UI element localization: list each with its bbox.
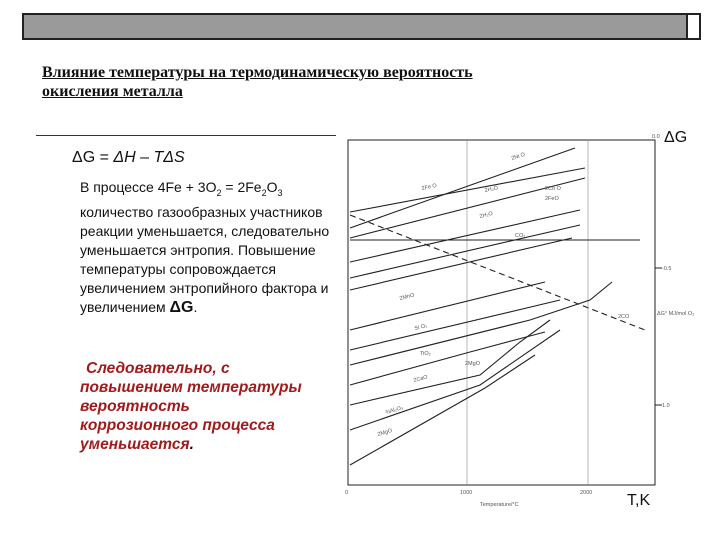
x-tick-label: 2000 (580, 490, 593, 496)
line-label: 2H₂O (479, 210, 494, 220)
line-label: 2H₂O (484, 185, 499, 194)
line-label: 2CaO (412, 374, 429, 384)
x-tick-label: 0 (345, 490, 349, 496)
line-mgo (350, 320, 550, 405)
line-nio (350, 148, 575, 228)
right-tick-label: -0.5 (662, 266, 672, 272)
line-label: TiO₂ (420, 351, 431, 357)
right-axis-caption: ΔG° MJ/mol O₂ (657, 311, 695, 317)
line-label: 2Ni O (510, 151, 526, 162)
line-mgo-lower (350, 355, 535, 465)
line-label: 2MgO (376, 428, 393, 438)
formula-delta-g: ΔG (72, 149, 96, 166)
conclusion-line: Следовательно, с (86, 360, 230, 377)
conclusion-line: вероятность (80, 398, 190, 415)
plot-frame (348, 140, 655, 485)
paragraph-text: O (266, 179, 278, 195)
line-feo (350, 225, 580, 278)
paragraph-text: В процессе 4Fe + 3O (80, 179, 217, 195)
top-small-label: 0.0 (652, 134, 660, 140)
line-mno (350, 282, 545, 330)
subscript: 2 (261, 187, 267, 198)
subscript: 2 (216, 187, 222, 198)
formula-delta-h: ΔH (113, 149, 136, 166)
line-label: Si O₂ (414, 323, 428, 332)
paragraph-text: . (193, 298, 198, 315)
line-label: 2FeO (545, 196, 559, 202)
x-axis-caption: Temperature/°C (480, 502, 519, 508)
subscript: 3 (277, 187, 283, 198)
temperature-axis-label: T,K (627, 492, 651, 509)
line-label: 2Co O (545, 186, 561, 192)
formula-t-delta-s: TΔS (153, 149, 185, 166)
line-cao (350, 332, 545, 385)
line-label: 2CO (618, 314, 630, 320)
line-2co (350, 215, 645, 330)
line-al2o3 (350, 330, 560, 430)
formula-equals: = (95, 149, 114, 166)
formula-minus: – (135, 149, 154, 166)
line-label: ⅔Al₂O₃ (384, 405, 404, 416)
line-coo (350, 210, 580, 262)
delta-g-symbol: ΔG (169, 298, 194, 316)
paragraph-text: количество газообразных участников реакции уменьшается, следовательно уменьшается энтропия. Повышение температуры сопровождается увеличением энтропийного фактора и увеличением (80, 203, 330, 315)
right-tick-label: 1.0 (662, 403, 670, 409)
slide-title-line-1: Влияние температуры на термодинамическую вероятность (42, 64, 473, 81)
line-label: CO₂ (515, 233, 526, 239)
x-tick-label: 1000 (460, 490, 473, 496)
delta-g-axis-label: ΔG (664, 129, 688, 146)
line-label: 2Fe O (421, 182, 438, 192)
line-tio2 (350, 282, 612, 365)
line-label: 2MgO (465, 361, 480, 367)
conclusion-line: уменьшается (80, 436, 190, 453)
slide-title-line-2: окисления металла (42, 83, 183, 100)
oxide-lines (350, 148, 645, 465)
paragraph-text: = 2Fe (221, 179, 262, 195)
line-sio2 (350, 300, 560, 350)
conclusion-line: повышением температуры (80, 379, 302, 396)
line-h2o (350, 238, 572, 290)
conclusion-line: коррозионного процесса (80, 417, 275, 434)
conclusion-period: . (189, 436, 194, 453)
line-label: 2MnO (399, 292, 416, 302)
